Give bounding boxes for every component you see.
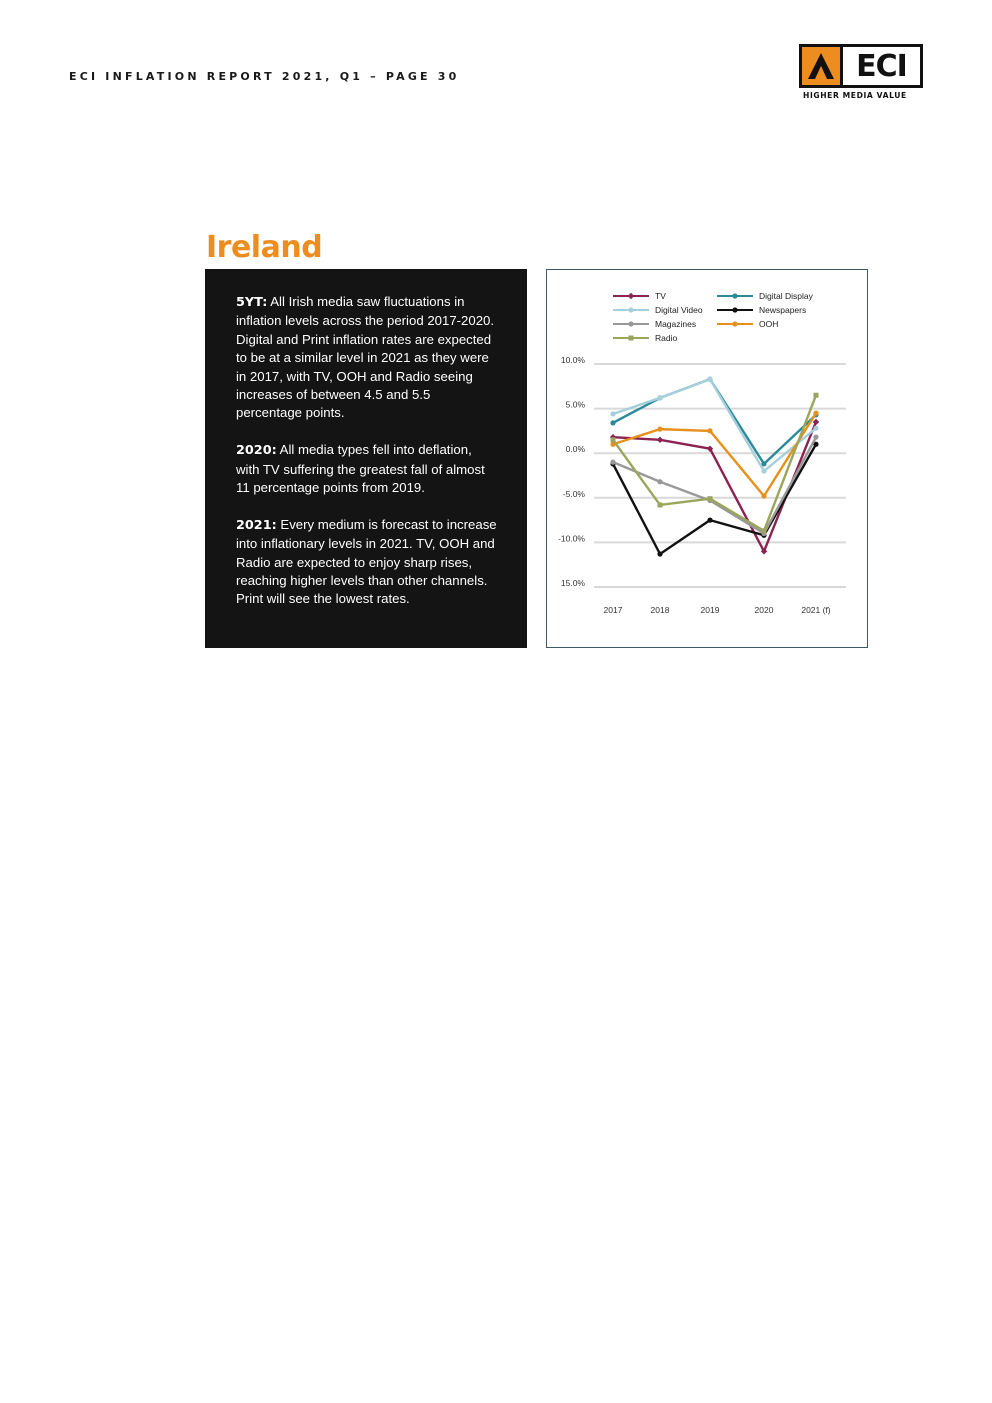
- data-point: [628, 307, 633, 312]
- data-point: [628, 293, 634, 299]
- y-tick-label: 15.0%: [560, 578, 585, 588]
- series-line: [613, 379, 816, 464]
- x-tick-label: 2017: [603, 605, 623, 615]
- x-tick-label: 2018: [650, 605, 670, 615]
- data-point: [732, 321, 737, 326]
- eci-logo: [799, 44, 923, 102]
- paragraph-label: 5YT:: [236, 295, 268, 310]
- data-point: [762, 528, 767, 533]
- logo-wordmark: ECI: [843, 47, 920, 85]
- section-title: Ireland: [206, 230, 323, 265]
- data-point: [629, 336, 634, 341]
- legend-label: TV: [655, 291, 666, 301]
- paragraph-label: 2021:: [236, 517, 277, 533]
- data-point: [657, 479, 662, 484]
- series-line: [613, 437, 816, 533]
- data-point: [707, 377, 712, 382]
- x-tick-label: 2021 (f): [801, 605, 831, 615]
- paragraph-2020: [236, 441, 497, 497]
- logo-mark: [802, 47, 840, 85]
- y-tick-label: 5.0%: [565, 399, 585, 410]
- data-point: [657, 551, 662, 556]
- data-point: [813, 410, 818, 415]
- legend-label: Digital Display: [759, 291, 813, 301]
- legend-label: Radio: [655, 333, 678, 343]
- data-point: [814, 393, 819, 398]
- y-tick-label: 0.0%: [565, 444, 585, 455]
- y-tick-label: -10.0%: [558, 533, 585, 544]
- data-point: [732, 293, 737, 298]
- data-point: [761, 493, 766, 498]
- data-point: [610, 411, 615, 416]
- arrow-icon: [802, 47, 840, 85]
- legend-label: Digital Video: [655, 305, 703, 315]
- data-point: [732, 307, 737, 312]
- paragraph-label: 2020:: [236, 443, 277, 459]
- paragraph-5yt: [236, 293, 497, 423]
- paragraph-text: Every medium is forecast to increase into inflationary levels in 2021. TV, OOH and Radio are expected to enjoy sharp rises, reaching higher levels than other channels. Print will see the lowest rates.: [236, 516, 497, 607]
- data-point: [813, 426, 818, 431]
- report-header: ECI INFLATION REPORT 2021, Q1 – PAGE 30: [69, 70, 460, 83]
- paragraph-text: All media types fell into deflation, with TV suffering the greatest fall of almost 11 percentage points from 2019.: [236, 442, 485, 496]
- legend-label: Newspapers: [759, 305, 807, 315]
- summary-panel: [205, 269, 527, 648]
- data-point: [611, 437, 616, 442]
- data-point: [657, 437, 663, 443]
- data-point: [707, 428, 712, 433]
- data-point: [708, 496, 713, 501]
- data-point: [657, 395, 662, 400]
- data-point: [658, 502, 663, 507]
- legend-label: OOH: [759, 319, 779, 329]
- logo-tagline: HIGHER MEDIA VALUE: [803, 91, 907, 100]
- legend-label: Magazines: [655, 319, 697, 329]
- data-point: [610, 420, 615, 425]
- data-point: [707, 518, 712, 523]
- line-chart: [547, 270, 867, 647]
- series-line: [613, 422, 816, 551]
- data-point: [761, 468, 766, 473]
- data-point: [610, 460, 615, 465]
- data-point: [657, 427, 662, 432]
- y-tick-label: 10.0%: [560, 355, 585, 365]
- data-point: [628, 321, 633, 326]
- logo-frame: [799, 44, 923, 88]
- data-point: [813, 435, 818, 440]
- paragraph-text: All Irish media saw fluctuations in inflation levels across the period 2017-2020. Digital and Print inflation rates are expected to be at a similar level in 2021 as they were in 2017, with TV, OOH and Radio seeing increases of between 4.5 and 5.5 percentage points.: [236, 294, 495, 421]
- y-tick-label: -5.0%: [562, 488, 585, 499]
- x-tick-label: 2020: [754, 605, 774, 615]
- data-point: [813, 419, 819, 425]
- x-tick-label: 2019: [700, 605, 720, 615]
- paragraph-2021: [236, 516, 497, 609]
- inflation-chart: [546, 269, 868, 648]
